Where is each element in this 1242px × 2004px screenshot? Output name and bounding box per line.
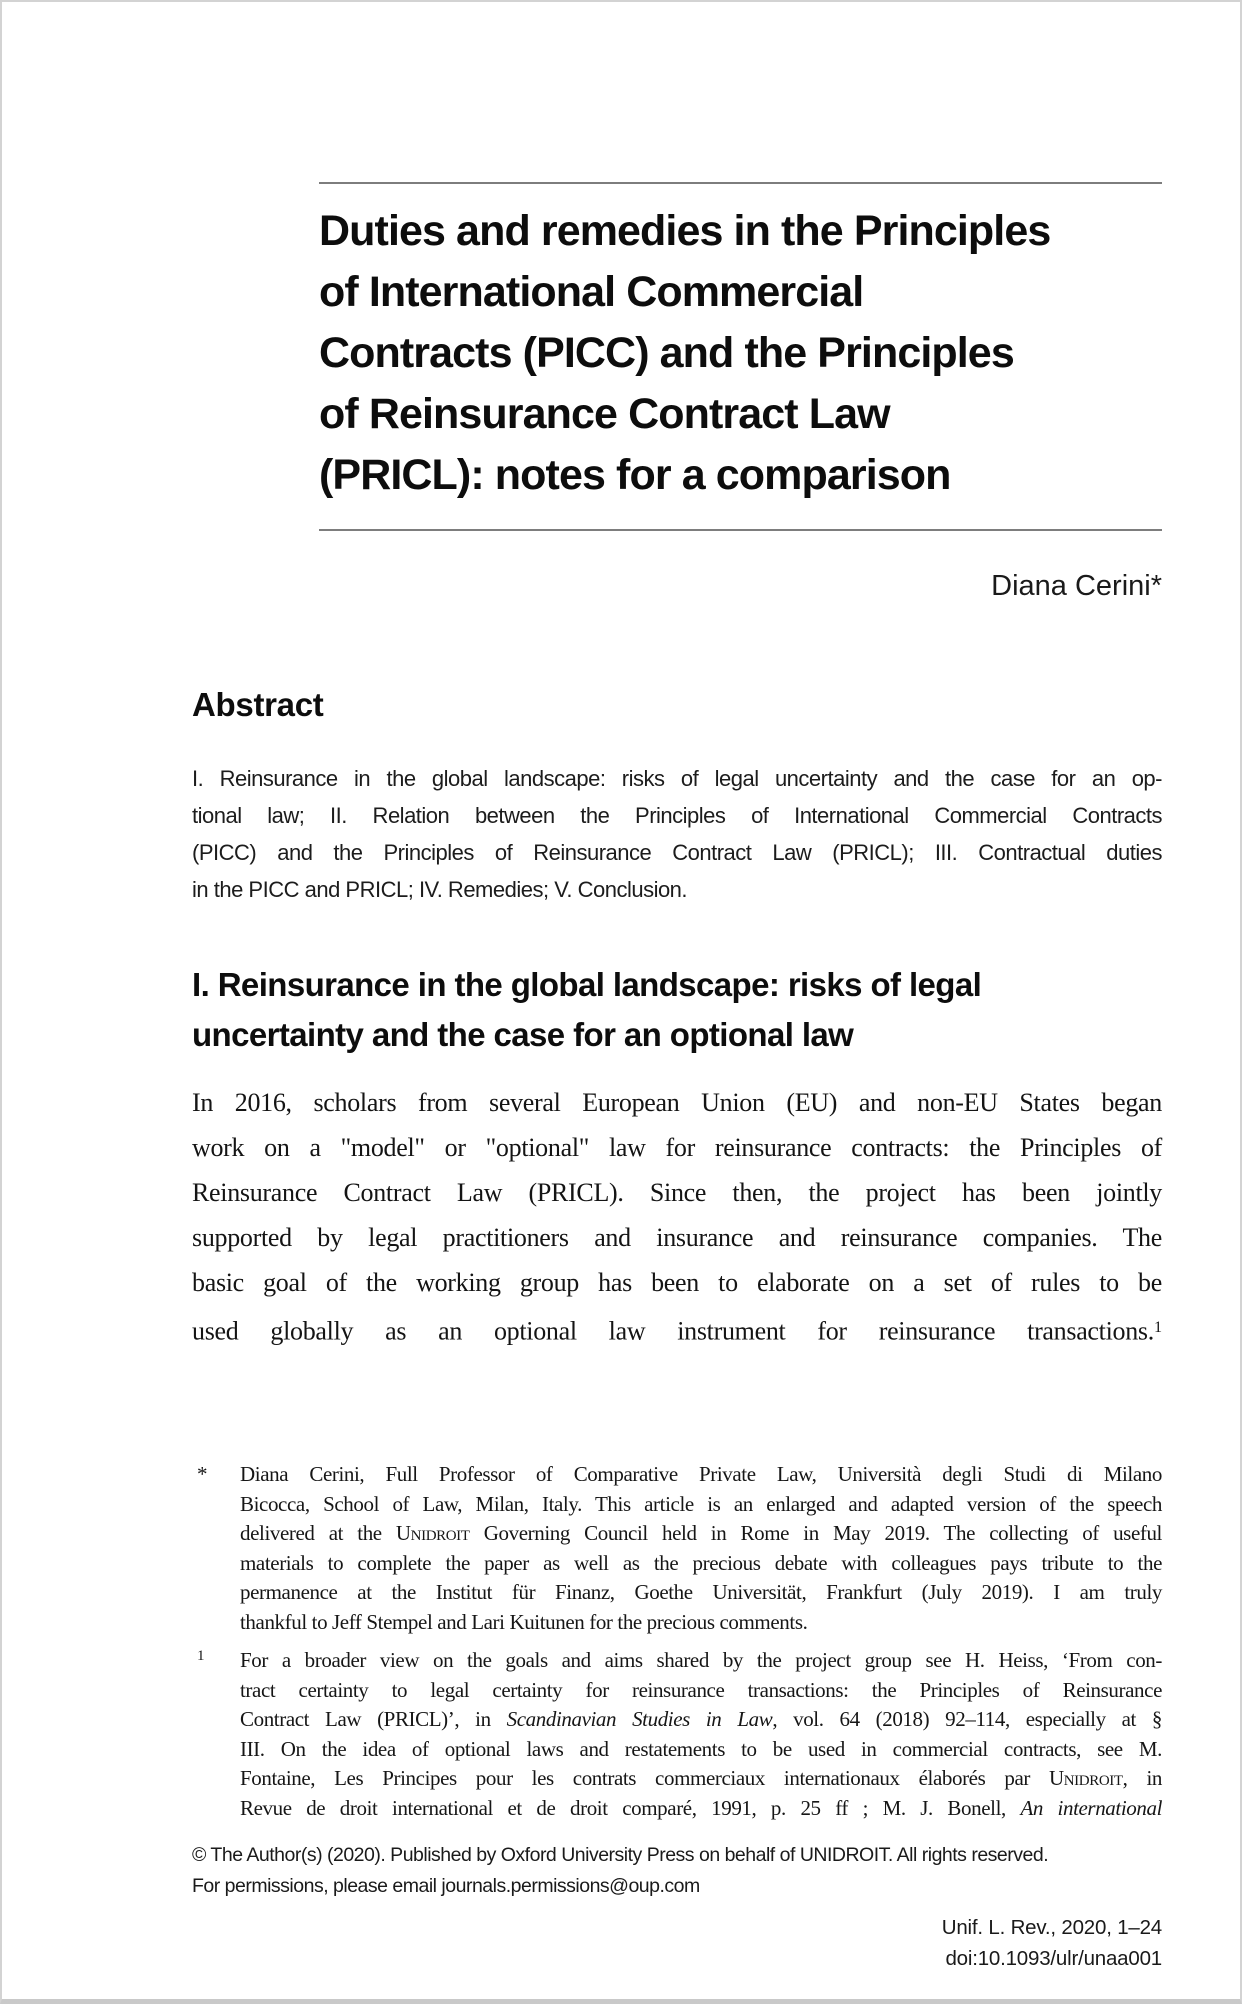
abstract-heading: Abstract (192, 686, 324, 723)
permissions-line: For permissions, please email journals.permissions@oup.com (192, 1875, 700, 1897)
footnote-1 (192, 1646, 1162, 1823)
footnote-1-marker: 1 (197, 1648, 205, 1664)
footnote-1-text: For a broader view on the goals and aims shared by the project group see H. Heiss, ‘From con- tract certainty to legal certainty for reinsurance transactions: the Principles of Reinsurance Contract Law (PRICL)’, in Scandinavian Studies in Law, vol. 64 (2018) 92–114, especially at § III. On the idea of optional laws and restatements to be used in commercial contracts, see M. Fontaine, Les Principes pour les contrats commerciaux internationaux élaborés par Unidroit, in Revue de droit international et de droit comparé, 1991, p. 25 ff ; M. J. Bonell, An international (240, 1648, 1163, 1820)
footnote-star-text: Diana Cerini, Full Professor of Comparative Private Law, Università degli Studi di Milano Bicocca, School of Law, Milan, Italy. This article is an enlarged and adapted version of the speech delivered at the Unidroit Governing Council held in Rome in May 2019. The collecting of useful materials to complete the paper as well as the precious debate with colleagues pays tribute to the permanence at the Institut für Finanz, Goethe Universität, Frankfurt (July 2019). I am truly thankful to Jeff Stempel and Lari Kuitunen for the precious comments. (240, 1462, 1162, 1634)
title-bottom-rule (319, 529, 1162, 531)
journal-ref: Unif. L. Rev., 2020, 1–24 (941, 1916, 1162, 1939)
copyright-line: © The Author(s) (2020). Published by Oxford University Press on behalf of UNIDROIT. All rights reserved. (192, 1844, 1049, 1866)
article-title: Duties and remedies in the Principles of International Commercial Contracts (PICC) and the Principles of Reinsurance Contract Law (PRICL): notes for a comparison (319, 207, 1051, 499)
doi-line: doi:10.1093/ulr/unaa001 (945, 1947, 1162, 1970)
footnote-star-marker: * (197, 1462, 208, 1486)
author-name: Diana Cerini* (991, 570, 1162, 602)
copyright-notice (192, 1840, 1202, 1902)
abstract-text: I. Reinsurance in the global landscape: risks of legal uncertainty and the case for an op- tional law; II. Relation between the Principles of International Commercial Contracts (PICC) and the Principles of Reinsurance Contract Law (PRICL); III. Contractual duties in the PICC and PRICL; IV. Remedies; V. Conclusion. (192, 766, 1162, 902)
section-heading: I. Reinsurance in the global landscape: risks of legal uncertainty and the case for an optional law (192, 966, 982, 1053)
title-top-rule (319, 182, 1162, 184)
journal-citation (192, 1912, 1162, 1974)
body-paragraph: In 2016, scholars from several European Union (EU) and non-EU States began work on a "model" or "optional" law for reinsurance contracts: the Principles of Reinsurance Contract Law (PRICL). Since then, the project has been jointly supported by legal practitioners and insurance and reinsurance companies. The basic goal of the working group has been to elaborate on a set of rules to be used globally as an optional law instrument for reinsurance transactions.$^1$ (192, 1088, 1162, 1346)
footnote-star (192, 1460, 1162, 1637)
